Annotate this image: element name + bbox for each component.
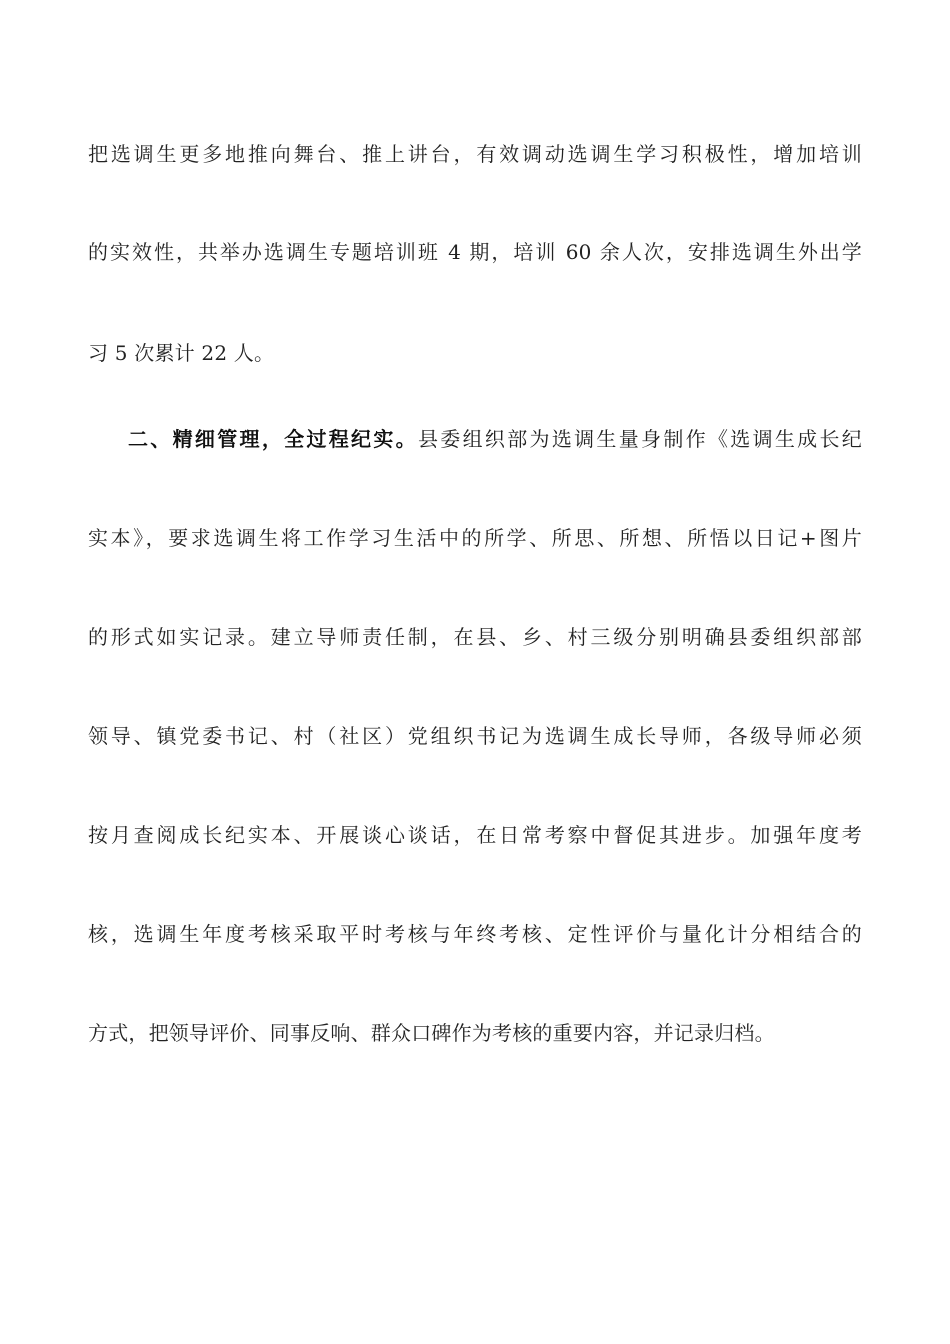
- paragraph-2-line-6: 核，选调生年度考核采取平时考核与年终考核、定性评价与量化计分相结合的: [88, 922, 862, 946]
- paragraph-2-line-3: 的形式如实记录。建立导师责任制，在县、乡、村三级分别明确县委组织部部: [88, 625, 862, 649]
- paragraph-2-line-1: [128, 425, 862, 453]
- paragraph-2-line-1-text: 县委组织部为选调生量身制作《选调生成长纪: [417, 427, 862, 451]
- paragraph-1-line-2: 的实效性，共举办选调生专题培训班 4 期，培训 60 余人次，安排选调生外出学: [88, 240, 862, 264]
- paragraph-2-line-5: 按月查阅成长纪实本、开展谈心谈话，在日常考察中督促其进步。加强年度考: [88, 823, 862, 847]
- paragraph-1-line-3: 习 5 次累计 22 人。: [88, 341, 275, 365]
- paragraph-2-line-7: 方式，把领导评价、同事反响、群众口碑作为考核的重要内容，并记录归档。: [88, 1021, 775, 1045]
- paragraph-1-line-1: 把选调生更多地推向舞台、推上讲台，有效调动选调生学习积极性，增加培训: [88, 142, 862, 166]
- paragraph-2-line-4: 领导、镇党委书记、村（社区）党组织书记为选调生成长导师，各级导师必须: [88, 724, 862, 748]
- section-heading: 二、精细管理，全过程纪实。: [128, 427, 418, 451]
- paragraph-2-line-2: 实本》，要求选调生将工作学习生活中的所学、所思、所想、所悟以日记+图片: [88, 526, 862, 550]
